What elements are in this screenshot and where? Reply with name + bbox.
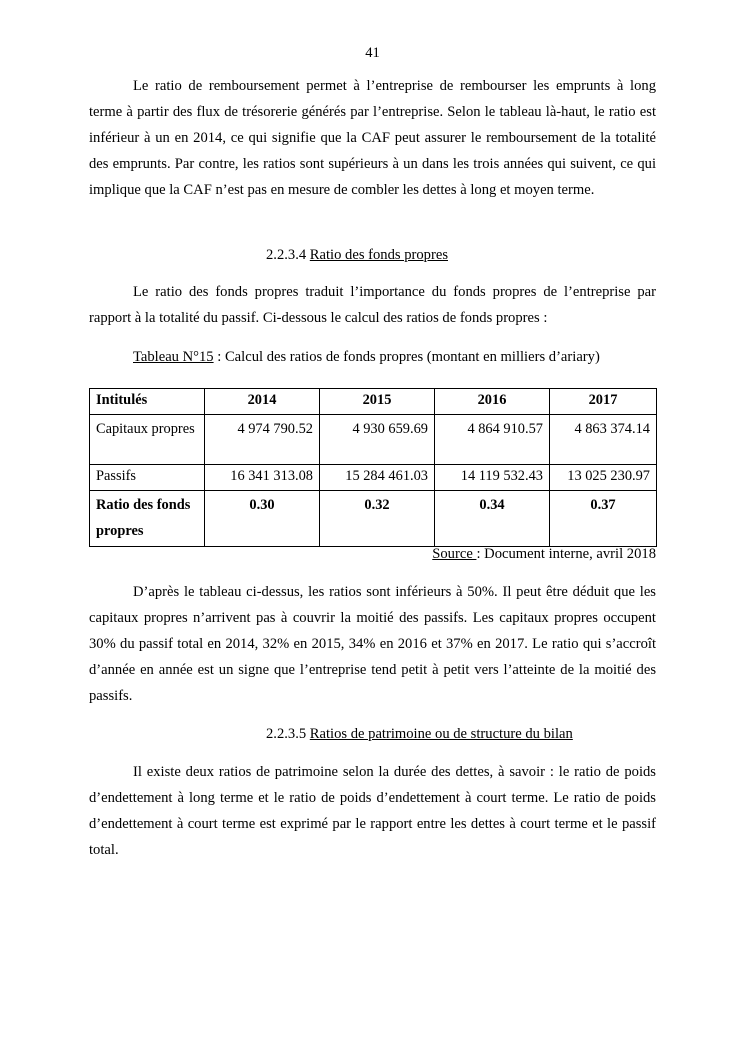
table-caption-text: : Calcul des ratios de fonds propres (montant en milliers d’ariary) — [213, 349, 600, 365]
table-caption — [133, 347, 600, 367]
column-header: 2016 — [435, 389, 550, 415]
table-caption-label: Tableau N°15 — [133, 349, 214, 365]
ratio-table — [89, 388, 657, 547]
table-cell: 4 974 790.52 — [205, 415, 320, 465]
table-cell: 4 864 910.57 — [435, 415, 550, 465]
paragraph-fonds-propres-intro: Le ratio des fonds propres traduit l’importance du fonds propres de l’entreprise par rapport à la totalité du passif. Ci-dessous le calcul des ratios de fonds propres : — [89, 284, 656, 326]
source-text: : Document interne, avril 2018 — [476, 546, 656, 562]
table-cell: 0.32 — [320, 491, 435, 547]
column-header: 2017 — [550, 389, 657, 415]
table-cell: 0.34 — [435, 491, 550, 547]
table-cell: 0.37 — [550, 491, 657, 547]
table-row — [90, 491, 657, 547]
table-header-row — [90, 389, 657, 415]
paragraph-remboursement: Le ratio de remboursement permet à l’entreprise de rembourser les emprunts à long terme à partir des flux de trésorerie générés par l’entreprise. Selon le tableau là-haut, le ratio est inférieur à un en 2014, ce qui signifie que la CAF peut assurer le remboursement de la totalité des emprunts. Par contre, les ratios sont supérieurs à un dans les trois années qui suivent, ce qui implique que la CAF n’est pas en mesure de combler les dettes à long et moyen terme. — [89, 78, 656, 198]
section-title: Ratio des fonds propres — [309, 247, 448, 263]
section-number: 2.2.3.5 — [266, 726, 310, 742]
table-cell: 13 025 230.97 — [550, 465, 657, 491]
row-label: Ratio des fonds propres — [90, 491, 205, 547]
column-header: 2014 — [205, 389, 320, 415]
paragraph-patrimoine: Il existe deux ratios de patrimoine selon la durée des dettes, à savoir : le ratio de poids d’endettement à long terme et le ratio de poids d’endettement à court terme. Le ratio de poids d’endettement à court terme est exprimé par le rapport entre les dettes à court terme et le passif total. — [89, 764, 656, 858]
table-cell: 15 284 461.03 — [320, 465, 435, 491]
section-title: Ratios de patrimoine ou de structure du bilan — [309, 726, 573, 742]
table-cell: 16 341 313.08 — [205, 465, 320, 491]
source-label: Source — [432, 546, 477, 562]
paragraph-analyse-ratios: D’après le tableau ci-dessus, les ratios sont inférieurs à 50%. Il peut être déduit que les capitaux propres n’arrivent pas à couvrir la moitié des passifs. Les capitaux propres occupent 30% du passif total en 2014, 32% en 2015, 34% en 2016 et 37% en 2017. Le ratio qui s’accroît d’année en année est un signe que l’entreprise tend petit à petit vers l’atteinte de la moitié des passifs. — [89, 584, 656, 704]
table-cell: 4 930 659.69 — [320, 415, 435, 465]
page-number: 41 — [365, 45, 380, 61]
section-heading-patrimoine — [266, 724, 573, 744]
section-heading-fonds-propres — [266, 245, 448, 265]
table-cell: 14 119 532.43 — [435, 465, 550, 491]
table-row — [90, 465, 657, 491]
column-header: 2015 — [320, 389, 435, 415]
column-header: Intitulés — [90, 389, 205, 415]
table-row — [90, 415, 657, 465]
table-cell: 0.30 — [205, 491, 320, 547]
row-label: Capitaux propres — [90, 415, 205, 465]
row-label: Passifs — [90, 465, 205, 491]
table-source — [432, 544, 656, 564]
table-cell: 4 863 374.14 — [550, 415, 657, 465]
section-number: 2.2.3.4 — [266, 247, 310, 263]
